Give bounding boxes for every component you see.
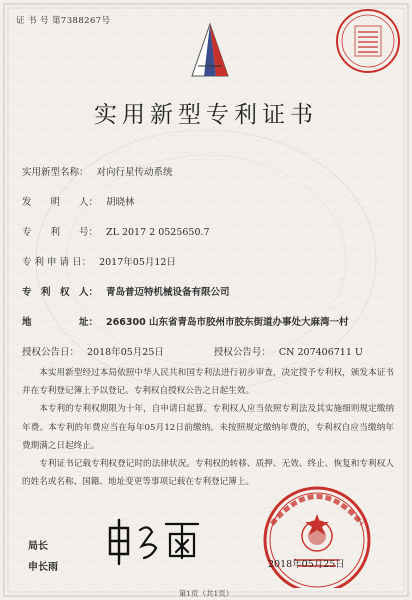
- filing-date-value: 2017年05月12日: [99, 257, 176, 268]
- name-value: 对向行星传动系统: [96, 167, 173, 178]
- field-filing-date: [22, 254, 176, 268]
- field-inventor: [22, 194, 135, 208]
- inventor-label: 发 明 人：: [22, 197, 99, 208]
- filing-date-label: 专 利 申 请 日：: [22, 257, 92, 268]
- address-label: 地 址：: [22, 317, 99, 328]
- inventor-value: 胡晓林: [106, 197, 135, 208]
- field-grant: [22, 344, 363, 358]
- patent-office-emblem-icon: [190, 22, 230, 78]
- director-title: 局长: [28, 541, 48, 552]
- patent-number-label: 专 利 号：: [22, 227, 99, 238]
- field-patentee: [22, 284, 230, 298]
- director-signature: [100, 508, 210, 568]
- seal-date: 2018年05月25日: [268, 559, 345, 570]
- body-paragraph-1: 本实用新型经过本局依照中华人民共和国专利法进行初步审查，决定授予专利权，颁发本证书并在专利登记簿上予以登记。专利权自授权公告之日起生效。: [22, 368, 394, 397]
- body-paragraph-3: 专利证书记载专利权登记时的法律状况。专利权的转移、质押、无效、终止、恢复和专利权人的姓名或名称、国籍、地址变更等事项记载在专利登记簿上。: [22, 459, 394, 488]
- address-value: 266300 山东省青岛市胶州市胶东街道办事处大麻湾一村: [106, 317, 349, 328]
- certificate-number: 证 书 号 第7388267号: [16, 16, 111, 26]
- top-seal-icon: [333, 6, 403, 76]
- grant-number-value: CN 207406711 U: [278, 347, 363, 358]
- field-patent-number: [22, 224, 210, 238]
- body-paragraph-2: 本专利的专利权期限为十年，自申请日起算。专利权人应当依照专利法及其实施细则规定缴纳年费。本专利的年费应当在每年05月12日前缴纳。未按照规定缴纳年费的，专利权自应当缴纳年费期满之日起终止。: [22, 404, 394, 451]
- certificate-body: [22, 364, 394, 491]
- director-name: 申长雨: [28, 562, 58, 573]
- official-seal-icon: [250, 478, 384, 588]
- patent-number-value: ZL 2017 2 0525650.7: [106, 227, 210, 238]
- page-footer: 第1页（共1页）: [178, 589, 234, 598]
- grant-date-label: 授权公告日：: [22, 347, 80, 358]
- field-address: [22, 314, 348, 328]
- grant-number-label: 授权公告号：: [213, 347, 271, 358]
- patentee-label: 专 利 权 人：: [22, 287, 99, 298]
- field-name: [22, 164, 173, 178]
- grant-date-value: 2018年05月25日: [87, 347, 164, 358]
- patentee-value: 青岛普迈特机械设备有限公司: [106, 287, 230, 298]
- certificate-title: 实用新型专利证书: [94, 102, 318, 128]
- name-label: 实用新型名称：: [22, 167, 89, 178]
